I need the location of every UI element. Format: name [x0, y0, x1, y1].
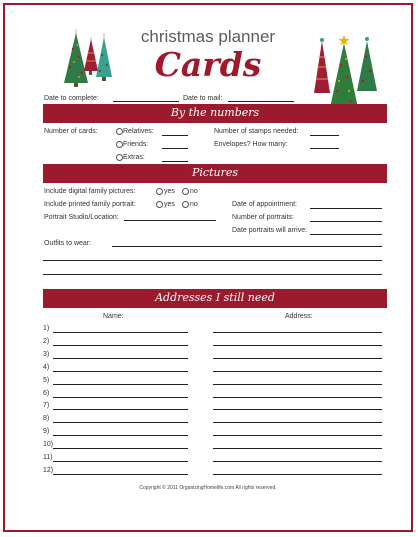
address-name-field[interactable] — [53, 371, 188, 372]
relatives-label: Relatives: — [123, 128, 154, 135]
relatives-field[interactable] — [162, 135, 188, 136]
address-name-field[interactable] — [53, 345, 188, 346]
page-title: christmas planner — [140, 27, 276, 46]
address-row-number: 2) — [43, 337, 50, 345]
portraits-arrive-label: Date portraits will arrive: — [232, 227, 308, 234]
address-row-number: 10) — [43, 441, 54, 449]
printed-no-label: no — [190, 201, 198, 208]
friends-label: Friends: — [123, 141, 149, 148]
address-name-field[interactable] — [53, 474, 188, 475]
numbers-section-title: By the numbers — [170, 106, 260, 119]
printed-portrait-label: Include printed family portrait: — [44, 201, 136, 208]
digital-yes-radio[interactable] — [156, 188, 163, 195]
address-name-field[interactable] — [53, 422, 188, 423]
address-field[interactable] — [213, 384, 382, 385]
address-name-field[interactable] — [53, 332, 188, 333]
digital-no-label: no — [190, 188, 198, 195]
digital-yes-label: yes — [164, 188, 175, 195]
address-name-field[interactable] — [53, 358, 188, 359]
date-complete-label: Date to complete: — [44, 95, 99, 102]
outfits-field-2[interactable] — [43, 260, 382, 261]
cards-count-label: Number of cards: — [44, 128, 98, 135]
portraits-arrive-field[interactable] — [310, 234, 382, 235]
addresses-section-title: Addresses I still need — [155, 291, 275, 304]
envelopes-label: Envelopes? How many: — [214, 141, 288, 148]
stamps-field[interactable] — [310, 135, 339, 136]
address-field[interactable] — [213, 461, 382, 462]
copyright-footer: Copyright © 2011 OrganizingHomelife.com All rights reserved. — [139, 485, 277, 491]
pictures-section-title: Pictures — [192, 166, 238, 179]
envelopes-field[interactable] — [310, 148, 339, 149]
address-row-number: 7) — [43, 402, 50, 410]
portraits-count-label: Number of portraits: — [232, 214, 294, 221]
address-field[interactable] — [213, 474, 382, 475]
address-field[interactable] — [213, 422, 382, 423]
studio-field[interactable] — [124, 220, 216, 221]
printed-yes-label: yes — [164, 201, 175, 208]
digital-no-radio[interactable] — [182, 188, 189, 195]
address-field[interactable] — [213, 435, 382, 436]
address-name-field[interactable] — [53, 448, 188, 449]
address-field[interactable] — [213, 345, 382, 346]
address-name-field[interactable] — [53, 397, 188, 398]
address-field[interactable] — [213, 409, 382, 410]
address-row-number: 8) — [43, 415, 50, 423]
studio-label: Portrait Studio/Location: — [44, 214, 119, 221]
address-row-number: 5) — [43, 376, 50, 384]
name-column-header: Name: — [103, 313, 124, 320]
address-row-number: 12) — [43, 466, 54, 474]
page-subtitle: Cards — [154, 45, 262, 84]
friends-field[interactable] — [162, 148, 188, 149]
address-row-number: 6) — [43, 389, 50, 397]
addresses-section-bar — [43, 289, 387, 308]
outfits-label: Outfits to wear: — [44, 240, 92, 247]
address-field[interactable] — [213, 397, 382, 398]
numbers-section-bar — [43, 104, 387, 123]
extras-label: Extras: — [123, 154, 145, 161]
address-field[interactable] — [213, 448, 382, 449]
address-row-number: 4) — [43, 363, 50, 371]
address-field[interactable] — [213, 371, 382, 372]
digital-pictures-label: Include digital family pictures: — [44, 188, 136, 195]
address-name-field[interactable] — [53, 384, 188, 385]
printed-no-radio[interactable] — [182, 201, 189, 208]
address-row-number: 1) — [43, 325, 50, 332]
relatives-radio[interactable] — [116, 128, 123, 135]
appointment-field[interactable] — [310, 208, 382, 209]
pictures-section-bar — [43, 164, 387, 183]
date-mail-label: Date to mail: — [183, 95, 223, 102]
date-complete-field[interactable] — [113, 101, 179, 102]
stamps-label: Number of stamps needed: — [214, 128, 299, 135]
planner-page — [3, 3, 413, 532]
date-mail-field[interactable] — [228, 101, 294, 102]
printed-yes-radio[interactable] — [156, 201, 163, 208]
address-row-number: 9) — [43, 428, 50, 436]
friends-radio[interactable] — [116, 141, 123, 148]
extras-field[interactable] — [162, 161, 188, 162]
extras-radio[interactable] — [116, 154, 123, 161]
address-name-field[interactable] — [53, 435, 188, 436]
appointment-label: Date of appointment: — [232, 201, 297, 208]
address-name-field[interactable] — [53, 461, 188, 462]
address-row-number: 11) — [43, 454, 53, 461]
address-column-header: Address: — [285, 313, 313, 320]
outfits-field-1[interactable] — [112, 246, 382, 247]
address-name-field[interactable] — [53, 409, 188, 410]
address-field[interactable] — [213, 358, 382, 359]
outfits-field-3[interactable] — [43, 274, 382, 275]
portraits-count-field[interactable] — [310, 221, 382, 222]
address-row-number: 3) — [43, 350, 50, 358]
address-field[interactable] — [213, 332, 382, 333]
